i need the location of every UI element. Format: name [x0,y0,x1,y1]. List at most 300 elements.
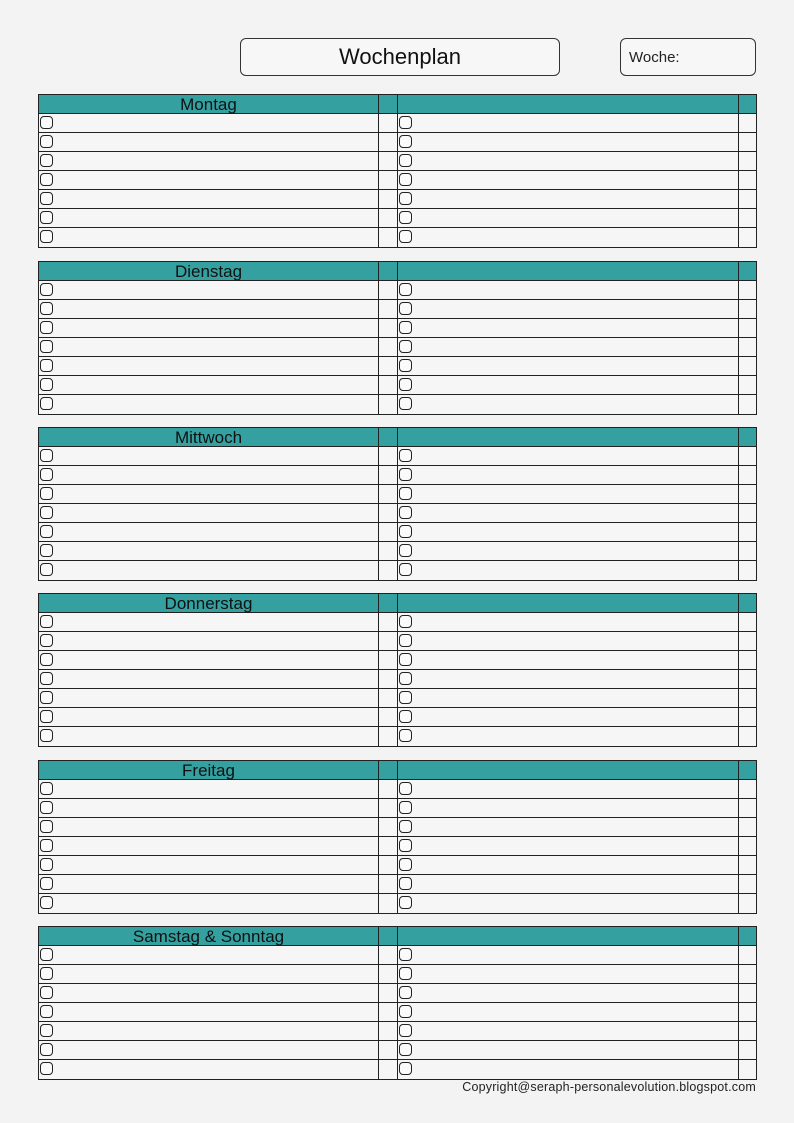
done-cell[interactable] [739,875,756,893]
task-cell[interactable] [398,632,739,650]
done-cell[interactable] [739,965,756,983]
done-cell[interactable] [379,875,398,893]
done-cell[interactable] [739,984,756,1002]
task-cell[interactable] [398,780,739,798]
checkbox-icon[interactable] [40,710,53,723]
checkbox-icon[interactable] [40,173,53,186]
day-header [39,761,756,780]
copyright-footer: Copyright@seraph-personalevolution.blogspot.com [462,1080,756,1094]
task-cell[interactable] [398,114,739,132]
checkbox-icon[interactable] [399,340,412,353]
task-cell[interactable] [398,542,739,560]
task-cell[interactable] [398,670,739,688]
done-cell[interactable] [379,447,398,465]
done-cell[interactable] [379,561,398,580]
done-cell[interactable] [739,1022,756,1040]
task-cell[interactable] [398,447,739,465]
done-cell[interactable] [379,171,398,189]
done-cell[interactable] [379,466,398,484]
task-cell[interactable] [398,338,739,356]
task-cell[interactable] [398,856,739,874]
task-cell[interactable] [398,209,739,227]
done-cell[interactable] [739,1003,756,1021]
task-cell[interactable] [398,466,739,484]
done-cell[interactable] [379,1003,398,1021]
checkbox-icon[interactable] [40,359,53,372]
day-title: Mittwoch [174,427,243,447]
checkbox-icon[interactable] [399,672,412,685]
checkbox-icon[interactable] [40,615,53,628]
task-cell[interactable] [39,133,379,151]
checkbox-icon[interactable] [40,858,53,871]
checkbox-icon[interactable] [40,729,53,742]
task-cell[interactable] [398,818,739,836]
done-cell[interactable] [739,281,756,299]
done-cell[interactable] [379,670,398,688]
task-cell[interactable] [398,799,739,817]
done-cell[interactable] [379,300,398,318]
checkbox-icon[interactable] [40,468,53,481]
checkbox-icon[interactable] [399,820,412,833]
checkbox-icon[interactable] [399,506,412,519]
checkbox-icon[interactable] [399,211,412,224]
checkbox-icon[interactable] [399,858,412,871]
task-cell[interactable] [39,984,379,1002]
task-row [39,1041,756,1060]
task-cell[interactable] [398,946,739,964]
task-row [39,319,756,338]
done-cell[interactable] [739,946,756,964]
checkbox-icon[interactable] [399,1043,412,1056]
done-cell[interactable] [379,837,398,855]
task-cell[interactable] [39,1041,379,1059]
checkbox-icon[interactable] [399,173,412,186]
task-cell[interactable] [39,965,379,983]
done-cell[interactable] [379,133,398,151]
task-cell[interactable] [398,837,739,855]
checkbox-icon[interactable] [40,801,53,814]
checkbox-icon[interactable] [399,525,412,538]
task-row [39,485,756,504]
task-cell[interactable] [39,670,379,688]
done-cell[interactable] [739,727,756,746]
done-cell[interactable] [739,799,756,817]
task-cell[interactable] [398,152,739,170]
task-cell[interactable] [398,1041,739,1059]
checkbox-icon[interactable] [399,283,412,296]
checkbox-icon[interactable] [40,1043,53,1056]
checkbox-icon[interactable] [399,896,412,909]
checkbox-icon[interactable] [399,154,412,167]
day-block [38,593,757,747]
checkbox-icon[interactable] [399,710,412,723]
task-row [39,780,756,799]
task-cell[interactable] [39,447,379,465]
task-cell[interactable] [398,1003,739,1021]
done-cell[interactable] [379,780,398,798]
checkbox-icon[interactable] [40,116,53,129]
done-cell[interactable] [739,894,756,913]
task-cell[interactable] [398,561,739,580]
task-cell[interactable] [398,228,739,247]
done-cell[interactable] [379,727,398,746]
done-cell[interactable] [739,466,756,484]
task-cell[interactable] [39,338,379,356]
done-cell[interactable] [739,632,756,650]
task-cell[interactable] [39,818,379,836]
checkbox-icon[interactable] [399,1024,412,1037]
done-cell[interactable] [739,1060,756,1079]
done-cell[interactable] [379,485,398,503]
checkbox-icon[interactable] [399,986,412,999]
done-cell[interactable] [379,1022,398,1040]
day-header [39,594,756,613]
done-cell[interactable] [739,670,756,688]
task-cell[interactable] [39,542,379,560]
done-cell[interactable] [739,376,756,394]
task-cell[interactable] [398,689,739,707]
task-cell[interactable] [39,1022,379,1040]
checkbox-icon[interactable] [40,948,53,961]
task-cell[interactable] [39,613,379,631]
task-row [39,818,756,837]
task-row [39,395,756,414]
done-cell[interactable] [379,357,398,375]
task-cell[interactable] [398,984,739,1002]
checkbox-icon[interactable] [399,230,412,243]
task-cell[interactable] [398,727,739,746]
checkbox-icon[interactable] [40,634,53,647]
done-cell[interactable] [739,613,756,631]
task-row [39,613,756,632]
week-field[interactable]: Woche: [620,38,756,76]
task-cell[interactable] [39,632,379,650]
done-cell[interactable] [379,946,398,964]
task-row [39,190,756,209]
task-cell[interactable] [39,357,379,375]
task-cell[interactable] [39,209,379,227]
task-cell[interactable] [398,319,739,337]
task-cell[interactable] [398,300,739,318]
done-cell[interactable] [739,152,756,170]
task-cell[interactable] [39,395,379,414]
task-row [39,894,756,913]
task-row [39,542,756,561]
checkbox-icon[interactable] [399,321,412,334]
done-cell[interactable] [379,542,398,560]
checkbox-icon[interactable] [40,211,53,224]
checkbox-icon[interactable] [399,653,412,666]
task-row [39,689,756,708]
done-cell[interactable] [379,376,398,394]
checkbox-icon[interactable] [399,948,412,961]
checkbox-icon[interactable] [40,192,53,205]
task-cell[interactable] [39,485,379,503]
task-cell[interactable] [398,281,739,299]
task-cell[interactable] [39,171,379,189]
done-cell[interactable] [739,561,756,580]
checkbox-icon[interactable] [40,653,53,666]
checkbox-icon[interactable] [399,563,412,576]
done-cell[interactable] [739,504,756,522]
done-cell[interactable] [379,965,398,983]
checkbox-icon[interactable] [399,729,412,742]
task-cell[interactable] [398,357,739,375]
task-row [39,856,756,875]
done-cell[interactable] [739,133,756,151]
task-cell[interactable] [39,689,379,707]
task-cell[interactable] [39,780,379,798]
done-cell[interactable] [379,209,398,227]
checkbox-icon[interactable] [40,525,53,538]
checkbox-icon[interactable] [40,967,53,980]
done-cell[interactable] [739,171,756,189]
checkbox-icon[interactable] [399,449,412,462]
day-title: Montag [180,94,237,114]
done-cell[interactable] [379,228,398,247]
checkbox-icon[interactable] [399,468,412,481]
task-cell[interactable] [398,190,739,208]
checkbox-icon[interactable] [40,839,53,852]
day-title: Freitag [182,760,235,780]
done-cell[interactable] [739,319,756,337]
task-cell[interactable] [39,651,379,669]
task-row [39,1022,756,1041]
task-row [39,171,756,190]
task-cell[interactable] [39,727,379,746]
checkbox-icon[interactable] [40,782,53,795]
done-cell[interactable] [379,152,398,170]
checkbox-icon[interactable] [399,397,412,410]
done-cell[interactable] [379,799,398,817]
task-cell[interactable] [39,319,379,337]
task-cell[interactable] [39,228,379,247]
checkbox-icon[interactable] [40,302,53,315]
task-cell[interactable] [398,1022,739,1040]
task-cell[interactable] [398,523,739,541]
done-cell[interactable] [739,209,756,227]
task-cell[interactable] [39,1003,379,1021]
checkbox-icon[interactable] [40,506,53,519]
checkbox-icon[interactable] [40,563,53,576]
done-cell[interactable] [739,485,756,503]
done-cell[interactable] [379,281,398,299]
done-cell[interactable] [379,708,398,726]
task-cell[interactable] [39,799,379,817]
checkbox-icon[interactable] [399,135,412,148]
done-cell[interactable] [379,114,398,132]
checkbox-icon[interactable] [40,896,53,909]
task-cell[interactable] [39,708,379,726]
task-cell[interactable] [39,523,379,541]
done-cell[interactable] [379,689,398,707]
task-cell[interactable] [398,708,739,726]
checkbox-icon[interactable] [40,544,53,557]
checkbox-icon[interactable] [40,449,53,462]
done-cell[interactable] [379,338,398,356]
checkbox-icon[interactable] [399,691,412,704]
task-cell[interactable] [39,1060,379,1079]
task-cell[interactable] [39,561,379,580]
done-cell[interactable] [739,651,756,669]
checkbox-icon[interactable] [40,487,53,500]
done-cell[interactable] [739,818,756,836]
task-cell[interactable] [398,894,739,913]
checkbox-icon[interactable] [40,691,53,704]
task-cell[interactable] [398,1060,739,1079]
task-row [39,466,756,485]
done-cell[interactable] [739,856,756,874]
checkbox-icon[interactable] [399,378,412,391]
task-cell[interactable] [39,504,379,522]
task-row [39,447,756,466]
checkbox-icon[interactable] [399,967,412,980]
done-cell[interactable] [379,651,398,669]
day-header [39,428,756,447]
task-row [39,965,756,984]
day-header [39,927,756,946]
done-cell[interactable] [379,894,398,913]
task-cell[interactable] [398,485,739,503]
task-cell[interactable] [39,466,379,484]
checkbox-icon[interactable] [40,321,53,334]
done-cell[interactable] [739,523,756,541]
checkbox-icon[interactable] [399,782,412,795]
checkbox-icon[interactable] [40,1024,53,1037]
checkbox-icon[interactable] [40,230,53,243]
checkbox-icon[interactable] [399,839,412,852]
checkbox-icon[interactable] [40,135,53,148]
checkbox-icon[interactable] [399,116,412,129]
done-cell[interactable] [379,190,398,208]
done-cell[interactable] [739,837,756,855]
done-cell[interactable] [379,523,398,541]
task-cell[interactable] [39,152,379,170]
task-row [39,984,756,1003]
task-cell[interactable] [398,504,739,522]
checkbox-icon[interactable] [399,544,412,557]
done-cell[interactable] [379,613,398,631]
task-cell[interactable] [398,651,739,669]
task-row [39,837,756,856]
task-row [39,708,756,727]
checkbox-icon[interactable] [399,1062,412,1075]
checkbox-icon[interactable] [399,487,412,500]
done-cell[interactable] [739,357,756,375]
task-row [39,209,756,228]
checkbox-icon[interactable] [40,877,53,890]
done-cell[interactable] [739,114,756,132]
done-cell[interactable] [379,395,398,414]
done-cell[interactable] [739,689,756,707]
checkbox-icon[interactable] [40,986,53,999]
task-row [39,338,756,357]
checkbox-icon[interactable] [399,634,412,647]
task-row [39,651,756,670]
checkbox-icon[interactable] [40,378,53,391]
task-cell[interactable] [398,965,739,983]
task-cell[interactable] [398,171,739,189]
done-cell[interactable] [379,1060,398,1079]
done-cell[interactable] [739,1041,756,1059]
done-cell[interactable] [739,708,756,726]
task-cell[interactable] [39,837,379,855]
checkbox-icon[interactable] [399,615,412,628]
done-cell[interactable] [379,1041,398,1059]
task-cell[interactable] [398,133,739,151]
task-cell[interactable] [398,376,739,394]
task-cell[interactable] [39,376,379,394]
done-cell[interactable] [379,856,398,874]
task-cell[interactable] [39,300,379,318]
task-cell[interactable] [39,190,379,208]
done-cell[interactable] [739,395,756,414]
checkbox-icon[interactable] [399,801,412,814]
done-cell[interactable] [739,228,756,247]
task-cell[interactable] [398,613,739,631]
checkbox-icon[interactable] [399,1005,412,1018]
task-cell[interactable] [39,114,379,132]
day-block [38,94,757,248]
checkbox-icon[interactable] [40,283,53,296]
done-cell[interactable] [379,984,398,1002]
checkbox-icon[interactable] [40,820,53,833]
task-row [39,228,756,247]
checkbox-icon[interactable] [40,397,53,410]
checkbox-icon[interactable] [40,1062,53,1075]
checkbox-icon[interactable] [40,154,53,167]
checkbox-icon[interactable] [40,1005,53,1018]
checkbox-icon[interactable] [399,192,412,205]
task-cell[interactable] [39,281,379,299]
task-cell[interactable] [39,894,379,913]
done-cell[interactable] [379,818,398,836]
task-row [39,875,756,894]
done-cell[interactable] [739,542,756,560]
day-block [38,926,757,1080]
checkbox-icon[interactable] [399,302,412,315]
task-row [39,1003,756,1022]
done-cell[interactable] [739,190,756,208]
done-cell[interactable] [379,504,398,522]
task-cell[interactable] [398,395,739,414]
task-row [39,670,756,689]
checkbox-icon[interactable] [40,672,53,685]
checkbox-icon[interactable] [399,877,412,890]
task-row [39,946,756,965]
task-cell[interactable] [39,875,379,893]
done-cell[interactable] [739,447,756,465]
done-cell[interactable] [739,300,756,318]
done-cell[interactable] [739,780,756,798]
task-row [39,561,756,580]
checkbox-icon[interactable] [40,340,53,353]
task-cell[interactable] [398,875,739,893]
checkbox-icon[interactable] [399,359,412,372]
done-cell[interactable] [739,338,756,356]
day-title: Samstag & Sonntag [132,926,285,946]
done-cell[interactable] [379,319,398,337]
task-row [39,799,756,818]
task-cell[interactable] [39,946,379,964]
done-cell[interactable] [379,632,398,650]
task-row [39,376,756,395]
task-row [39,281,756,300]
task-cell[interactable] [39,856,379,874]
task-row [39,523,756,542]
task-row [39,632,756,651]
day-title: Dienstag [174,261,243,281]
